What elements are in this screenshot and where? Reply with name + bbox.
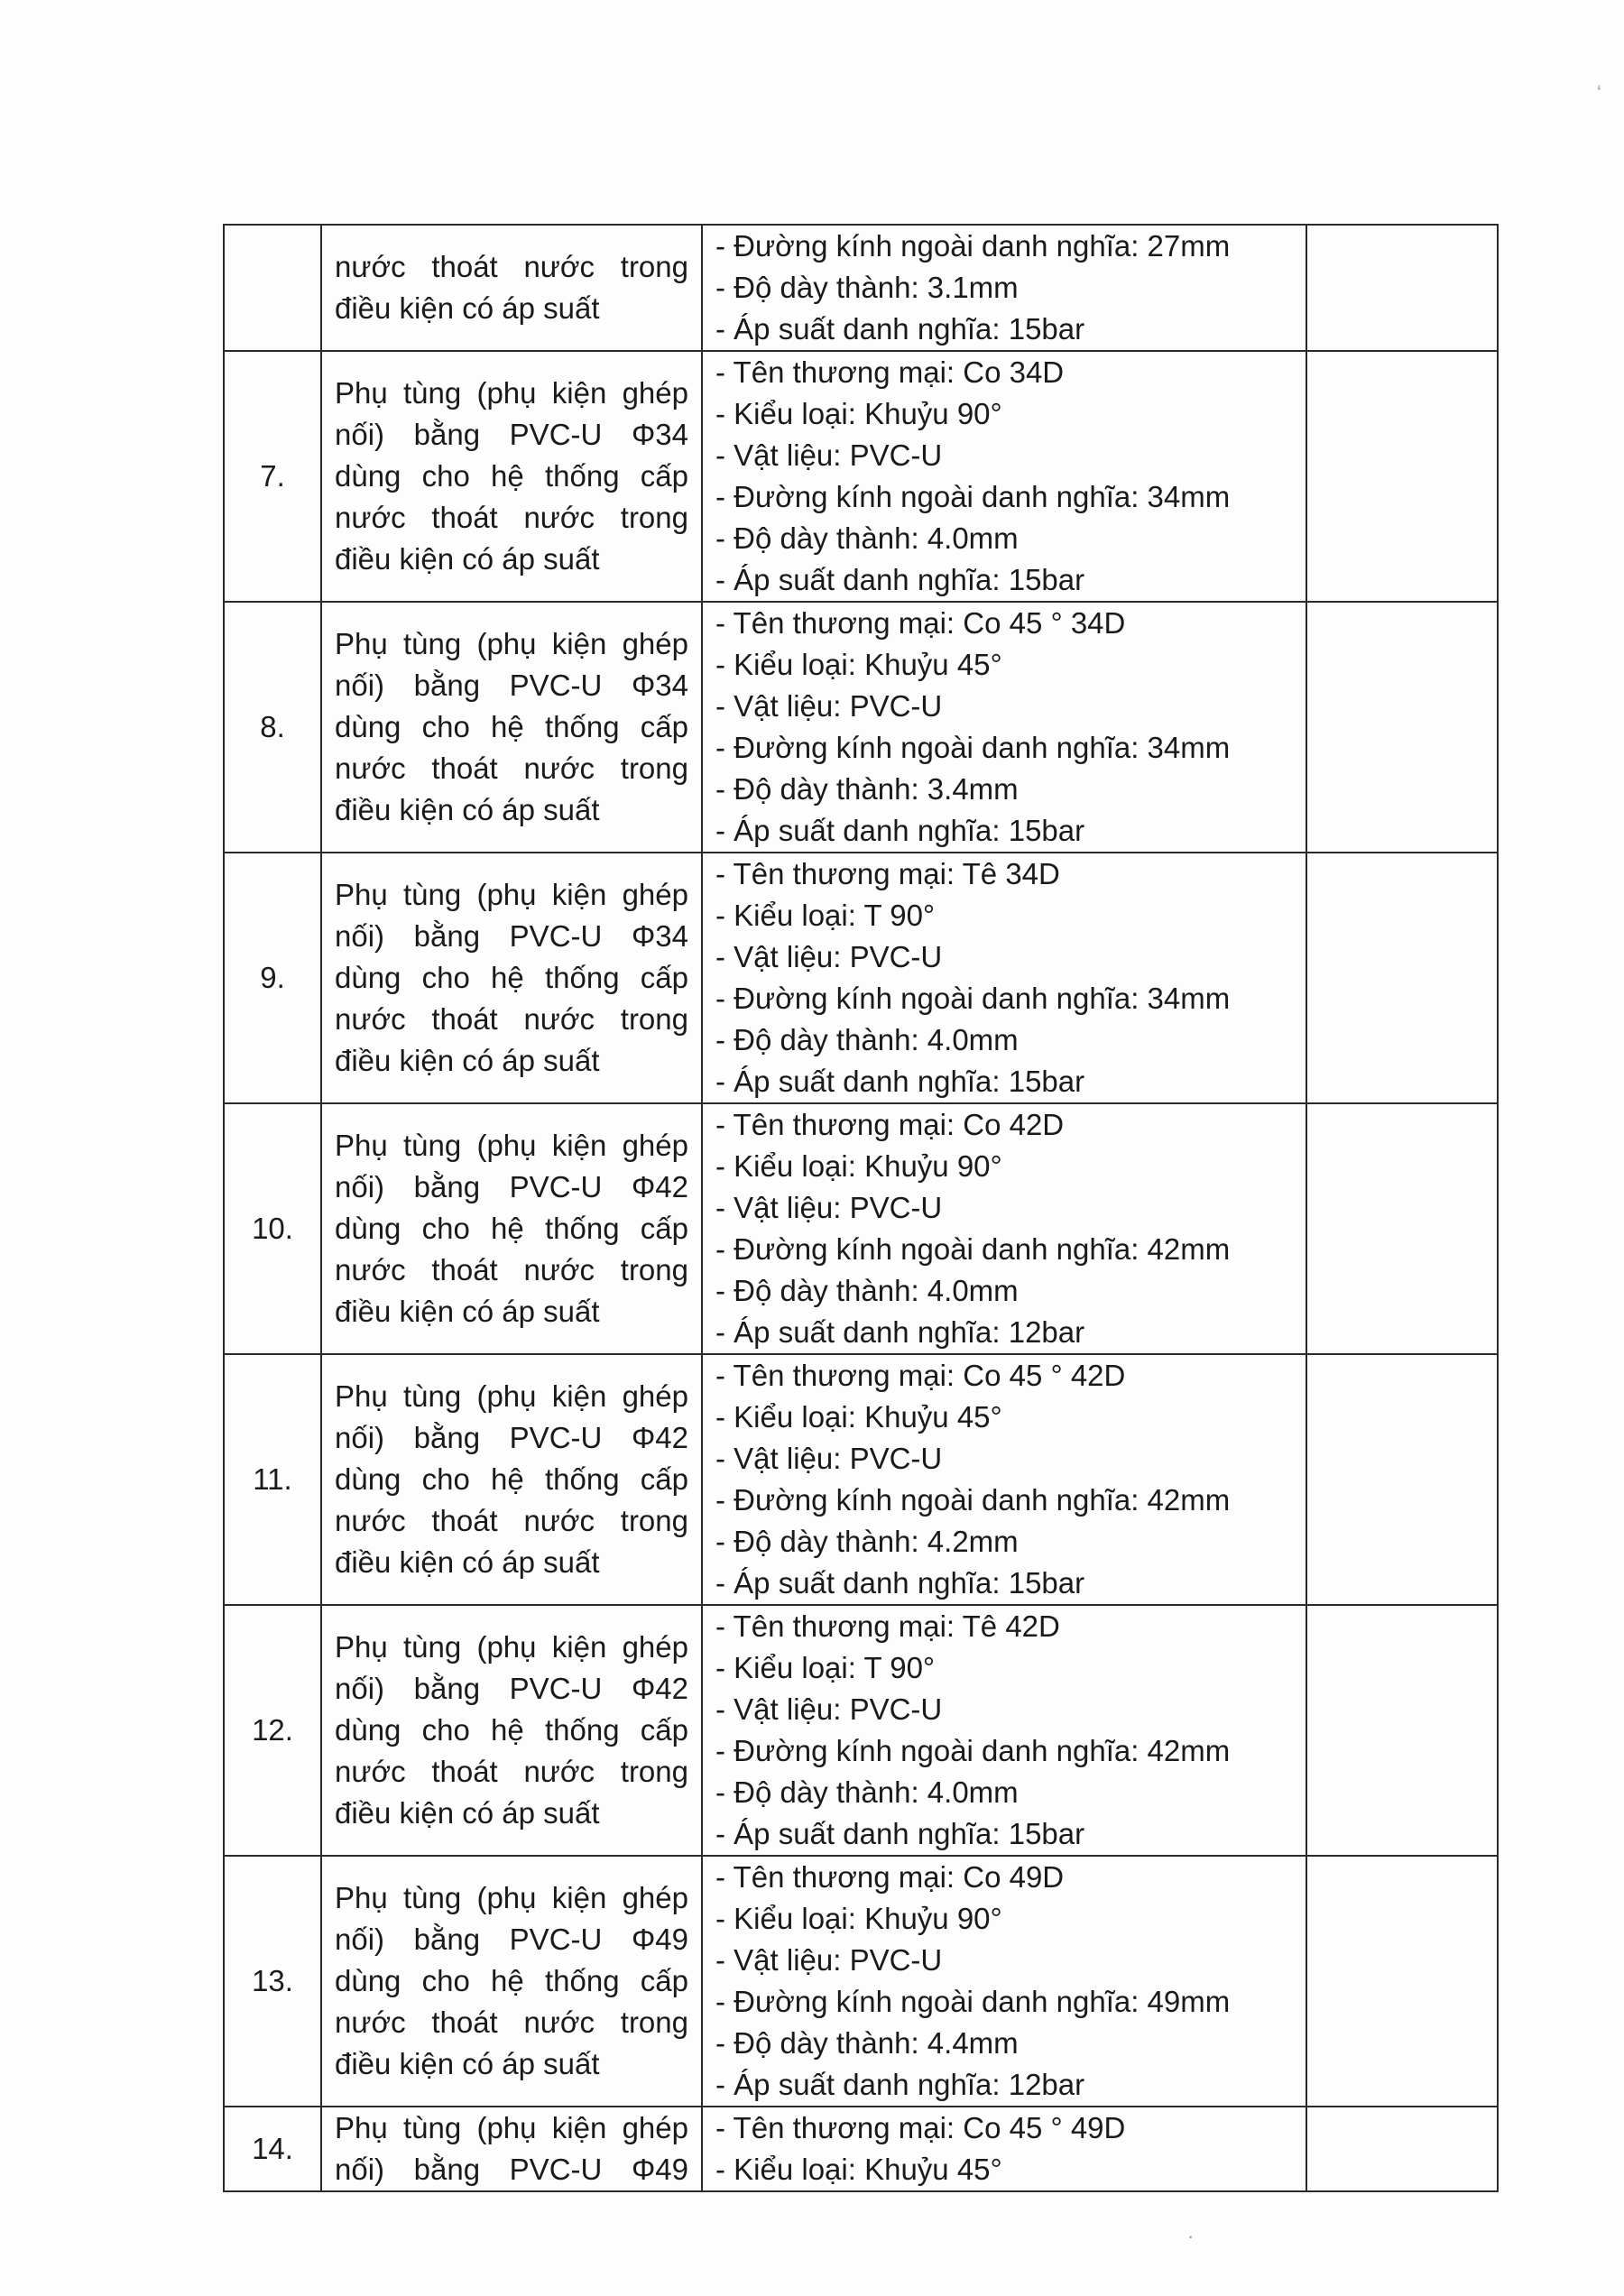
spec-line: - Áp suất danh nghĩa: 15bar (715, 563, 1085, 596)
spec-line: - Áp suất danh nghĩa: 15bar (715, 814, 1085, 847)
product-name-line: dùng cho hệ thống cấp (335, 459, 688, 493)
spec-cell (702, 1103, 1306, 1354)
spec-line: - Vật liệu: PVC-U (715, 438, 943, 472)
product-name-line: điều kiện có áp suất (335, 542, 600, 576)
row-number-cell (224, 225, 321, 351)
spec-line: - Kiểu loại: Khuỷu 45° (715, 648, 1002, 681)
product-name-cell (321, 2107, 702, 2191)
spec-line: - Độ dày thành: 4.2mm (715, 1525, 1019, 1558)
spec-cell (702, 351, 1306, 602)
product-name-line: điều kiện có áp suất (335, 291, 600, 325)
product-name-cell (321, 853, 702, 1103)
product-name-line: Phụ tùng (phụ kiện ghép (335, 376, 688, 410)
spec-line: - Áp suất danh nghĩa: 15bar (715, 1817, 1085, 1850)
product-name-line: nước thoát nước trong (335, 501, 688, 534)
product-name-line: Phụ tùng (phụ kiện ghép (335, 1630, 688, 1664)
product-name-line: nối) bằng PVC-U Φ42 (335, 1421, 688, 1454)
product-name-cell (321, 1605, 702, 1856)
spec-line: - Áp suất danh nghĩa: 15bar (715, 1566, 1085, 1600)
notes-cell (1306, 351, 1498, 602)
product-name-line: điều kiện có áp suất (335, 1295, 600, 1328)
table-row-continuation (224, 225, 1498, 351)
product-name-line: nối) bằng PVC-U Φ34 (335, 418, 688, 451)
row-number-cell: 13. (224, 1856, 321, 2107)
spec-line: - Tên thương mại: Co 45 ° 34D (715, 606, 1126, 640)
spec-line: - Độ dày thành: 3.4mm (715, 772, 1019, 806)
table-row (224, 351, 1498, 602)
table-row (224, 853, 1498, 1103)
product-name-line: nối) bằng PVC-U Φ49 (335, 2153, 688, 2186)
spec-line: - Vật liệu: PVC-U (715, 689, 943, 723)
notes-cell (1306, 602, 1498, 853)
product-name-line: điều kiện có áp suất (335, 1044, 600, 1077)
spec-line: - Tên thương mại: Tê 34D (715, 857, 1060, 890)
product-name-cell (321, 351, 702, 602)
product-name-line: điều kiện có áp suất (335, 793, 600, 826)
notes-cell (1306, 2107, 1498, 2191)
product-name-cell (321, 602, 702, 853)
product-name-line: dùng cho hệ thống cấp (335, 1462, 688, 1496)
product-name-line: dùng cho hệ thống cấp (335, 961, 688, 994)
product-name-line: nước thoát nước trong (335, 1504, 688, 1537)
spec-line: - Đường kính ngoài danh nghĩa: 34mm (715, 982, 1231, 1015)
table-row (224, 1605, 1498, 1856)
product-name-line: nước thoát nước trong (335, 2006, 688, 2039)
product-name-line: điều kiện có áp suất (335, 1545, 600, 1579)
scan-artifact: · (1187, 2225, 1195, 2247)
table-row (224, 2107, 1498, 2191)
notes-cell (1306, 853, 1498, 1103)
spec-line: - Độ dày thành: 4.0mm (715, 1775, 1019, 1809)
product-name-cell (321, 1856, 702, 2107)
product-name-cell (321, 225, 702, 351)
spec-cell (702, 1354, 1306, 1605)
notes-cell (1306, 1103, 1498, 1354)
row-number-cell: 7. (224, 351, 321, 602)
row-number-cell: 8. (224, 602, 321, 853)
spec-line: - Áp suất danh nghĩa: 12bar (715, 2068, 1085, 2101)
product-name-line: nối) bằng PVC-U Φ34 (335, 919, 688, 953)
spec-line: - Tên thương mại: Tê 42D (715, 1609, 1060, 1643)
spec-line: - Độ dày thành: 4.0mm (715, 1274, 1019, 1307)
spec-line: - Vật liệu: PVC-U (715, 940, 943, 973)
spec-line: - Đường kính ngoài danh nghĩa: 42mm (715, 1483, 1231, 1517)
product-name-line: nước thoát nước trong (335, 1002, 688, 1036)
spec-line: - Kiểu loại: T 90° (715, 899, 936, 932)
product-name-line: Phụ tùng (phụ kiện ghép (335, 1129, 688, 1162)
product-name-line: nước thoát nước trong (335, 1253, 688, 1286)
spec-line: - Đường kính ngoài danh nghĩa: 49mm (715, 1985, 1231, 2018)
row-number-cell: 11. (224, 1354, 321, 1605)
spec-line: - Kiểu loại: Khuỷu 90° (715, 1902, 1002, 1935)
product-name-line: nối) bằng PVC-U Φ42 (335, 1672, 688, 1705)
product-name-line: dùng cho hệ thống cấp (335, 710, 688, 743)
product-name-cell (321, 1103, 702, 1354)
product-name-line: nước thoát nước trong (335, 250, 688, 283)
spec-line: - Độ dày thành: 4.0mm (715, 521, 1019, 555)
product-name-line: dùng cho hệ thống cấp (335, 1713, 688, 1747)
product-name-line: Phụ tùng (phụ kiện ghép (335, 1379, 688, 1413)
spec-line: - Kiểu loại: Khuỷu 45° (715, 2153, 1002, 2186)
row-number-cell: 10. (224, 1103, 321, 1354)
spec-line: - Độ dày thành: 4.0mm (715, 1023, 1019, 1056)
spec-line: - Tên thương mại: Co 45 ° 49D (715, 2111, 1126, 2144)
product-name-line: nối) bằng PVC-U Φ34 (335, 669, 688, 702)
spec-line: - Kiểu loại: T 90° (715, 1651, 936, 1684)
spec-cell (702, 853, 1306, 1103)
spec-cell (702, 225, 1306, 351)
spec-line: - Áp suất danh nghĩa: 15bar (715, 1065, 1085, 1098)
spec-line: - Đường kính ngoài danh nghĩa: 27mm (715, 229, 1231, 263)
product-name-line: điều kiện có áp suất (335, 1796, 600, 1830)
product-spec-table (223, 224, 1499, 2192)
spec-line: - Độ dày thành: 3.1mm (715, 271, 1019, 304)
spec-line: - Kiểu loại: Khuỷu 45° (715, 1400, 1002, 1434)
spec-line: - Đường kính ngoài danh nghĩa: 34mm (715, 480, 1231, 513)
spec-line: - Kiểu loại: Khuỷu 90° (715, 1149, 1002, 1183)
spec-line: - Độ dày thành: 4.4mm (715, 2026, 1019, 2060)
product-name-line: nước thoát nước trong (335, 1755, 688, 1788)
spec-cell (702, 1856, 1306, 2107)
spec-line: - Đường kính ngoài danh nghĩa: 42mm (715, 1734, 1231, 1767)
spec-line: - Kiểu loại: Khuỷu 90° (715, 397, 1002, 430)
product-name-line: Phụ tùng (phụ kiện ghép (335, 627, 688, 660)
product-name-line: nước thoát nước trong (335, 752, 688, 785)
spec-cell (702, 602, 1306, 853)
spec-line: - Vật liệu: PVC-U (715, 1191, 943, 1224)
product-name-line: Phụ tùng (phụ kiện ghép (335, 2111, 688, 2144)
spec-line: - Vật liệu: PVC-U (715, 1692, 943, 1726)
spec-line: - Tên thương mại: Co 45 ° 42D (715, 1359, 1126, 1392)
spec-line: - Tên thương mại: Co 34D (715, 355, 1065, 389)
notes-cell (1306, 225, 1498, 351)
table-row (224, 1354, 1498, 1605)
product-name-line: nối) bằng PVC-U Φ49 (335, 1923, 688, 1956)
product-name-line: điều kiện có áp suất (335, 2047, 600, 2080)
spec-line: - Đường kính ngoài danh nghĩa: 42mm (715, 1232, 1231, 1266)
notes-cell (1306, 1856, 1498, 2107)
spec-line: - Tên thương mại: Co 49D (715, 1860, 1065, 1894)
spec-line: - Áp suất danh nghĩa: 12bar (715, 1315, 1085, 1349)
spec-cell (702, 2107, 1306, 2191)
table-row (224, 1856, 1498, 2107)
table-row (224, 1103, 1498, 1354)
product-name-line: nối) bằng PVC-U Φ42 (335, 1170, 688, 1203)
spec-line: - Vật liệu: PVC-U (715, 1442, 943, 1475)
row-number-cell: 14. (224, 2107, 321, 2191)
spec-line: - Tên thương mại: Co 42D (715, 1108, 1065, 1141)
product-name-line: Phụ tùng (phụ kiện ghép (335, 1881, 688, 1914)
product-name-line: dùng cho hệ thống cấp (335, 1212, 688, 1245)
spec-line: - Vật liệu: PVC-U (715, 1943, 943, 1977)
spec-cell (702, 1605, 1306, 1856)
spec-line: - Đường kính ngoài danh nghĩa: 34mm (715, 731, 1231, 764)
table-row (224, 602, 1498, 853)
notes-cell (1306, 1354, 1498, 1605)
product-name-line: dùng cho hệ thống cấp (335, 1964, 688, 1997)
notes-cell (1306, 1605, 1498, 1856)
spec-line: - Áp suất danh nghĩa: 15bar (715, 312, 1085, 346)
row-number-cell: 9. (224, 853, 321, 1103)
row-number-cell: 12. (224, 1605, 321, 1856)
table-body (224, 225, 1498, 2191)
product-name-line: Phụ tùng (phụ kiện ghép (335, 878, 688, 911)
product-name-cell (321, 1354, 702, 1605)
scan-artifact: ‘ (1597, 81, 1601, 104)
